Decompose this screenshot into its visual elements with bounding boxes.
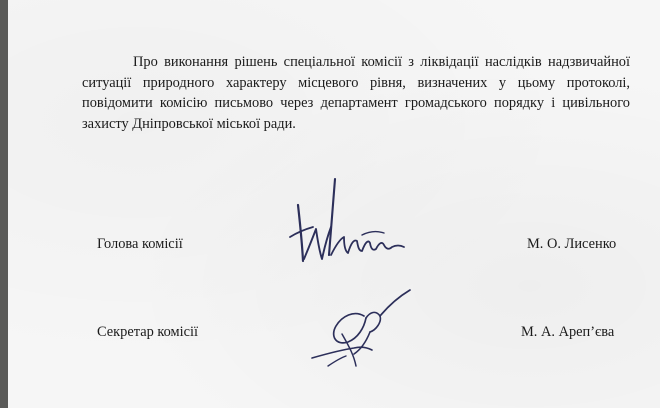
secretary-signature <box>306 288 418 373</box>
body-paragraph: Про виконання рішень спеціальної комісії з ліквідації наслідків надзвичайної ситуації природного характеру місцевого рівня, визначених у цьому протоколі, повідомити комісію письмово через департамент громадського порядку і цивільного захисту Дніпровської міської ради. <box>82 54 630 132</box>
chair-role-label: Голова комісії <box>97 236 183 252</box>
chair-signature <box>278 175 413 280</box>
chair-name: М. О. Лисенко <box>527 236 617 252</box>
secretary-name: М. А. Ареп’єва <box>521 324 615 340</box>
document-page <box>8 0 660 408</box>
secretary-role-label: Секретар комісії <box>97 324 199 340</box>
